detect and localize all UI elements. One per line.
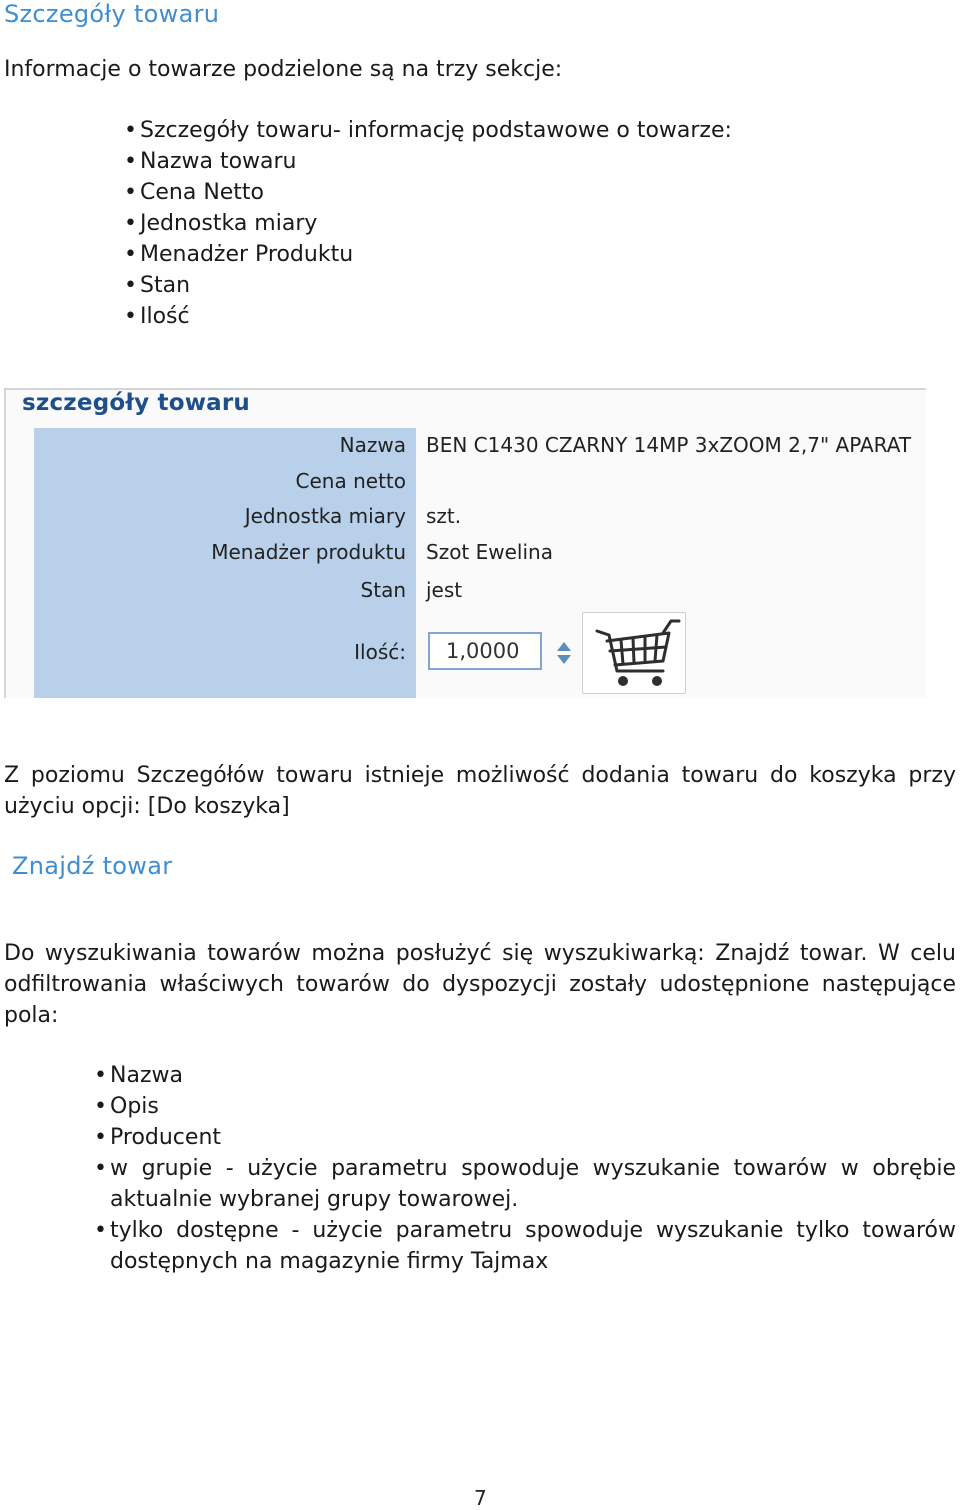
product-details-bullet-list <box>124 115 824 332</box>
label-price: Cena netto <box>295 469 406 493</box>
list-item: • Nazwa towaru <box>124 146 824 177</box>
value-unit: szt. <box>426 504 462 528</box>
list-item: • tylko dostępne - użycie parametru spowoduje wyszukanie tylko towarów dostępnych na magazynie firmy Tajmax <box>94 1215 956 1277</box>
label-name: Nazwa <box>339 433 406 457</box>
list-item: • w grupie - użycie parametru spowoduje wyszukanie towarów w obrębie aktualnie wybranej grupy towarowej. <box>94 1153 956 1215</box>
panel-title: szczegóły towaru <box>22 390 250 416</box>
list-item: • Nazwa <box>94 1060 956 1091</box>
section-title-find-product: Znajdź towar <box>12 852 173 880</box>
list-item: • Jednostka miary <box>124 208 824 239</box>
value-stock: jest <box>426 578 463 602</box>
panel-left-border <box>4 388 6 698</box>
cart-info-paragraph: Z poziomu Szczegółów towaru istnieje możliwość dodania towaru do koszyka przy użyciu opcji: [Do koszyka] <box>4 763 956 819</box>
list-item: • Opis <box>94 1091 956 1122</box>
label-column <box>34 428 416 698</box>
spinner-arrows <box>556 640 572 666</box>
list-item: • Menadżer Produktu <box>124 239 824 270</box>
up-down-spinner-icon[interactable] <box>556 640 572 666</box>
value-name: BEN C1430 CZARNY 14MP 3xZOOM 2,7" APARAT <box>426 433 912 457</box>
value-manager: Szot Ewelina <box>426 540 553 564</box>
list-item: • Producent <box>94 1122 956 1153</box>
product-details-panel <box>4 388 926 698</box>
section2-intro: Do wyszukiwania towarów można posłużyć się wyszukiwarką: Znajdź towar. W celu odfiltrowania właściwych towarów do dyspozycji zostały udostępnione następujące pola: <box>4 941 956 1028</box>
list-item: • Stan <box>124 270 824 301</box>
page-number: 7 <box>474 1486 487 1510</box>
list-item: • Szczegóły towaru- informację podstawowe o towarze: <box>124 115 824 146</box>
list-item: • Cena Netto <box>124 177 824 208</box>
add-to-cart-button[interactable] <box>582 612 686 694</box>
search-fields-bullet-list <box>94 1060 956 1277</box>
quantity-input[interactable] <box>428 632 542 670</box>
label-manager: Menadżer produktu <box>211 540 406 564</box>
label-quantity: Ilość: <box>354 640 406 664</box>
label-unit: Jednostka miary <box>244 504 406 528</box>
section1-intro: Informacje o towarze podzielone są na trzy sekcje: <box>4 57 563 82</box>
label-stock: Stan <box>360 578 406 602</box>
section-title-product-details: Szczegóły towaru <box>4 0 220 28</box>
shopping-cart-icon <box>583 613 687 695</box>
list-item: • Ilość <box>124 301 824 332</box>
